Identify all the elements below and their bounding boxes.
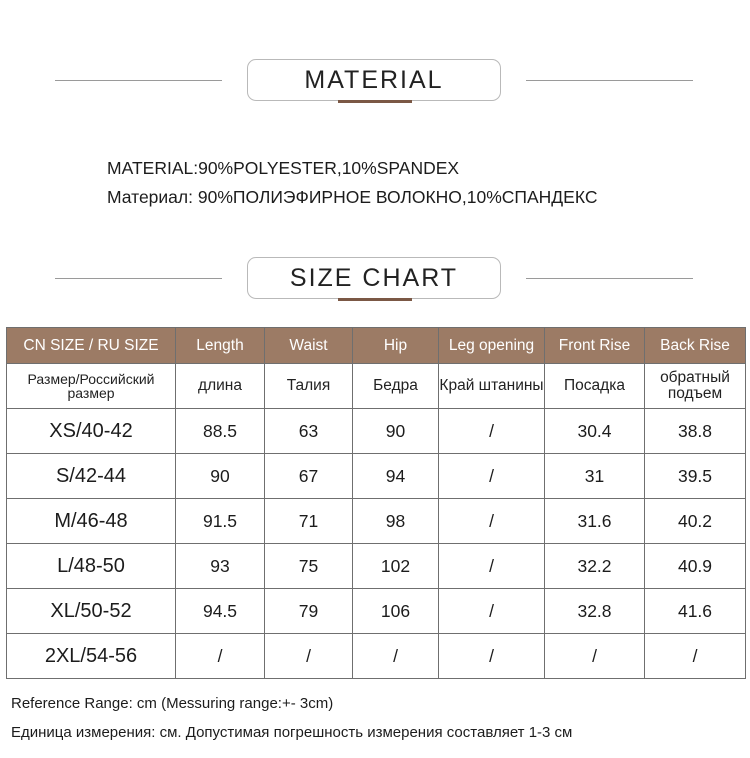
subheader-back-rise: обратный подъем	[645, 364, 746, 409]
leg-opening-cell: /	[439, 544, 545, 589]
length-cell: 93	[176, 544, 265, 589]
back-rise-cell: 41.6	[645, 589, 746, 634]
heading-accent-bar	[338, 100, 412, 103]
hip-cell: 94	[353, 454, 439, 499]
back-rise-cell: 38.8	[645, 409, 746, 454]
size-cell: XL/50-52	[7, 589, 176, 634]
size-chart-heading: SIZE CHART	[247, 257, 501, 299]
length-cell: 88.5	[176, 409, 265, 454]
heading-accent-bar	[338, 298, 412, 301]
leg-opening-cell: /	[439, 499, 545, 544]
header-waist: Waist	[265, 328, 353, 364]
hip-cell: 90	[353, 409, 439, 454]
hip-cell: /	[353, 634, 439, 679]
leg-opening-cell: /	[439, 409, 545, 454]
hip-cell: 106	[353, 589, 439, 634]
waist-cell: 75	[265, 544, 353, 589]
header-length: Length	[176, 328, 265, 364]
subheader-leg-opening: Край штанины	[439, 364, 545, 409]
header-hip: Hip	[353, 328, 439, 364]
waist-cell: /	[265, 634, 353, 679]
leg-opening-cell: /	[439, 589, 545, 634]
header-leg-opening: Leg opening	[439, 328, 545, 364]
table-row	[7, 454, 746, 499]
back-rise-cell: 40.2	[645, 499, 746, 544]
header-front-rise: Front Rise	[545, 328, 645, 364]
waist-cell: 63	[265, 409, 353, 454]
length-cell: /	[176, 634, 265, 679]
reference-range-note: Reference Range: cm (Messuring range:+- 3cm)	[11, 695, 334, 712]
front-rise-cell: 30.4	[545, 409, 645, 454]
divider-line	[55, 80, 222, 81]
leg-opening-cell: /	[439, 454, 545, 499]
size-cell: L/48-50	[7, 544, 176, 589]
table-row	[7, 589, 746, 634]
back-rise-cell: 40.9	[645, 544, 746, 589]
material-english: MATERIAL:90%POLYESTER,10%SPANDEX	[107, 158, 460, 178]
material-russian: Материал: 90%ПОЛИЭФИРНОЕ ВОЛОКНО,10%СПАНДЕКС	[107, 187, 598, 207]
front-rise-cell: 31	[545, 454, 645, 499]
length-cell: 90	[176, 454, 265, 499]
header-back-rise: Back Rise	[645, 328, 746, 364]
waist-cell: 79	[265, 589, 353, 634]
subheader-length: длина	[176, 364, 265, 409]
hip-cell: 98	[353, 499, 439, 544]
header-cn-size: CN SIZE / RU SIZE	[7, 328, 176, 364]
leg-opening-cell: /	[439, 634, 545, 679]
size-cell: M/46-48	[7, 499, 176, 544]
length-cell: 91.5	[176, 499, 265, 544]
table-header-row	[7, 328, 746, 364]
material-section-header	[0, 59, 750, 119]
table-row	[7, 409, 746, 454]
length-cell: 94.5	[176, 589, 265, 634]
table-row	[7, 544, 746, 589]
subheader-ru-size: Размер/Российский размер	[7, 364, 176, 409]
size-cell: 2XL/54-56	[7, 634, 176, 679]
size-cell: XS/40-42	[7, 409, 176, 454]
subheader-front-rise: Посадка	[545, 364, 645, 409]
divider-line	[526, 278, 693, 279]
hip-cell: 102	[353, 544, 439, 589]
reference-range-note-russian: Единица измерения: см. Допустимая погрешность измерения составляет 1-3 см	[11, 724, 573, 741]
divider-line	[55, 278, 222, 279]
size-chart-section-header	[0, 257, 750, 317]
back-rise-cell: 39.5	[645, 454, 746, 499]
table-row	[7, 499, 746, 544]
divider-line	[526, 80, 693, 81]
size-cell: S/42-44	[7, 454, 176, 499]
table-row	[7, 634, 746, 679]
material-heading: MATERIAL	[247, 59, 501, 101]
front-rise-cell: 31.6	[545, 499, 645, 544]
waist-cell: 71	[265, 499, 353, 544]
back-rise-cell: /	[645, 634, 746, 679]
waist-cell: 67	[265, 454, 353, 499]
subheader-waist: Талия	[265, 364, 353, 409]
size-chart-table	[6, 327, 746, 679]
front-rise-cell: 32.2	[545, 544, 645, 589]
front-rise-cell: 32.8	[545, 589, 645, 634]
subheader-hip: Бедра	[353, 364, 439, 409]
table-subheader-row	[7, 364, 746, 409]
front-rise-cell: /	[545, 634, 645, 679]
